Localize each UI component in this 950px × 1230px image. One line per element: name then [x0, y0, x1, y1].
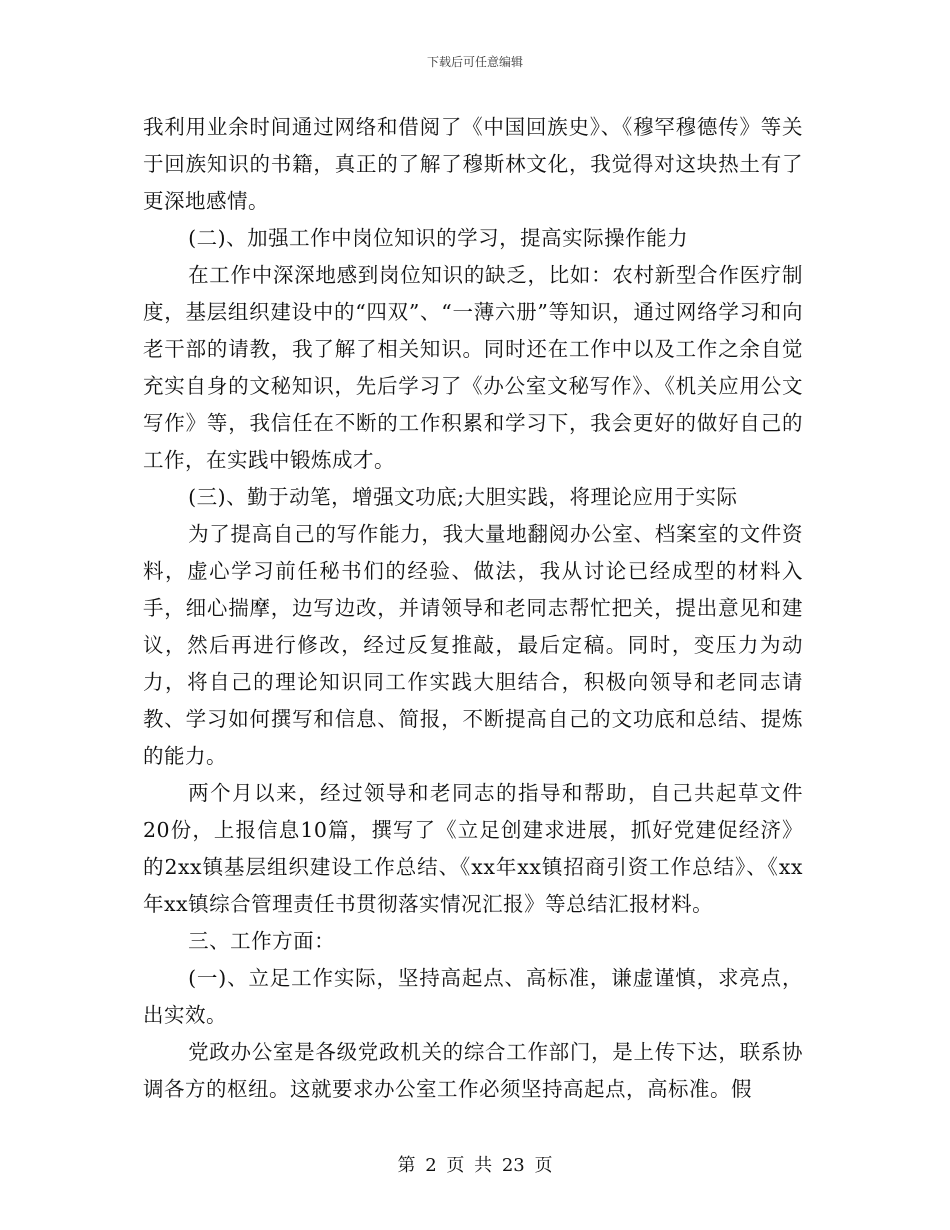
paragraph: 两个月以来，经过领导和老同志的指导和帮助，自己共起草文件20份，上报信息10篇，撰写了《立足创建求进展，抓好党建促经济》的2xx镇基层组织建设工作总结、《xx年xx镇招商引资工作总结》、《xx年xx镇综合管理责任书贯彻落实情况汇报》等总结汇报材料。: [143, 781, 803, 916]
section-heading: (二)、加强工作中岗位知识的学习，提高实际操作能力: [188, 226, 689, 250]
section-heading: (三)、勤于动笔，增强文功底;大胆实践，将理论应用于实际: [188, 485, 738, 509]
document-body: [143, 109, 803, 1108]
paragraph: 我利用业余时间通过网络和借阅了《中国回族史》、《穆罕穆德传》等关于回族知识的书籍，真正的了解了穆斯林文化，我觉得对这块热土有了更深地感情。: [143, 115, 803, 213]
section-heading: (一)、立足工作实际，坚持高起点、高标准，谦虚谨慎，求亮点，出实效。: [143, 966, 803, 1027]
paragraph: 为了提高自己的写作能力，我大量地翻阅办公室、档案室的文件资料，虚心学习前任秘书们的经验、做法，我从讨论已经成型的材料入手，细心揣摩，边写边改，并请领导和老同志帮忙把关，提出意见和建议，然后再进行修改，经过反复推敲，最后定稿。同时，变压力为动力，将自己的理论知识同工作实践大胆结合，积极向领导和老同志请教、学习如何撰写和信息、简报，不断提高自己的文功底和总结、提炼的能力。: [143, 522, 803, 768]
paragraph: 党政办公室是各级党政机关的综合工作部门，是上传下达，联系协调各方的枢纽。这就要求办公室工作必须坚持高起点，高标准。假: [143, 1040, 803, 1101]
section-heading: 三、工作方面：: [188, 929, 336, 953]
page-header: 下载后可任意编辑: [426, 55, 523, 69]
paragraph: 在工作中深深地感到岗位知识的缺乏，比如：农村新型合作医疗制度，基层组织建设中的“四双”、“一薄六册”等知识，通过网络学习和向老干部的请教，我了解了相关知识。同时还在工作中以及工作之余自觉充实自身的文秘知识，先后学习了《办公室文秘写作》、《机关应用公文写作》等，我信任在不断的工作积累和学习下，我会更好的做好自己的工作，在实践中锻炼成才。: [143, 263, 803, 472]
page-footer: 第 2 页 共 23 页: [397, 1155, 553, 1176]
